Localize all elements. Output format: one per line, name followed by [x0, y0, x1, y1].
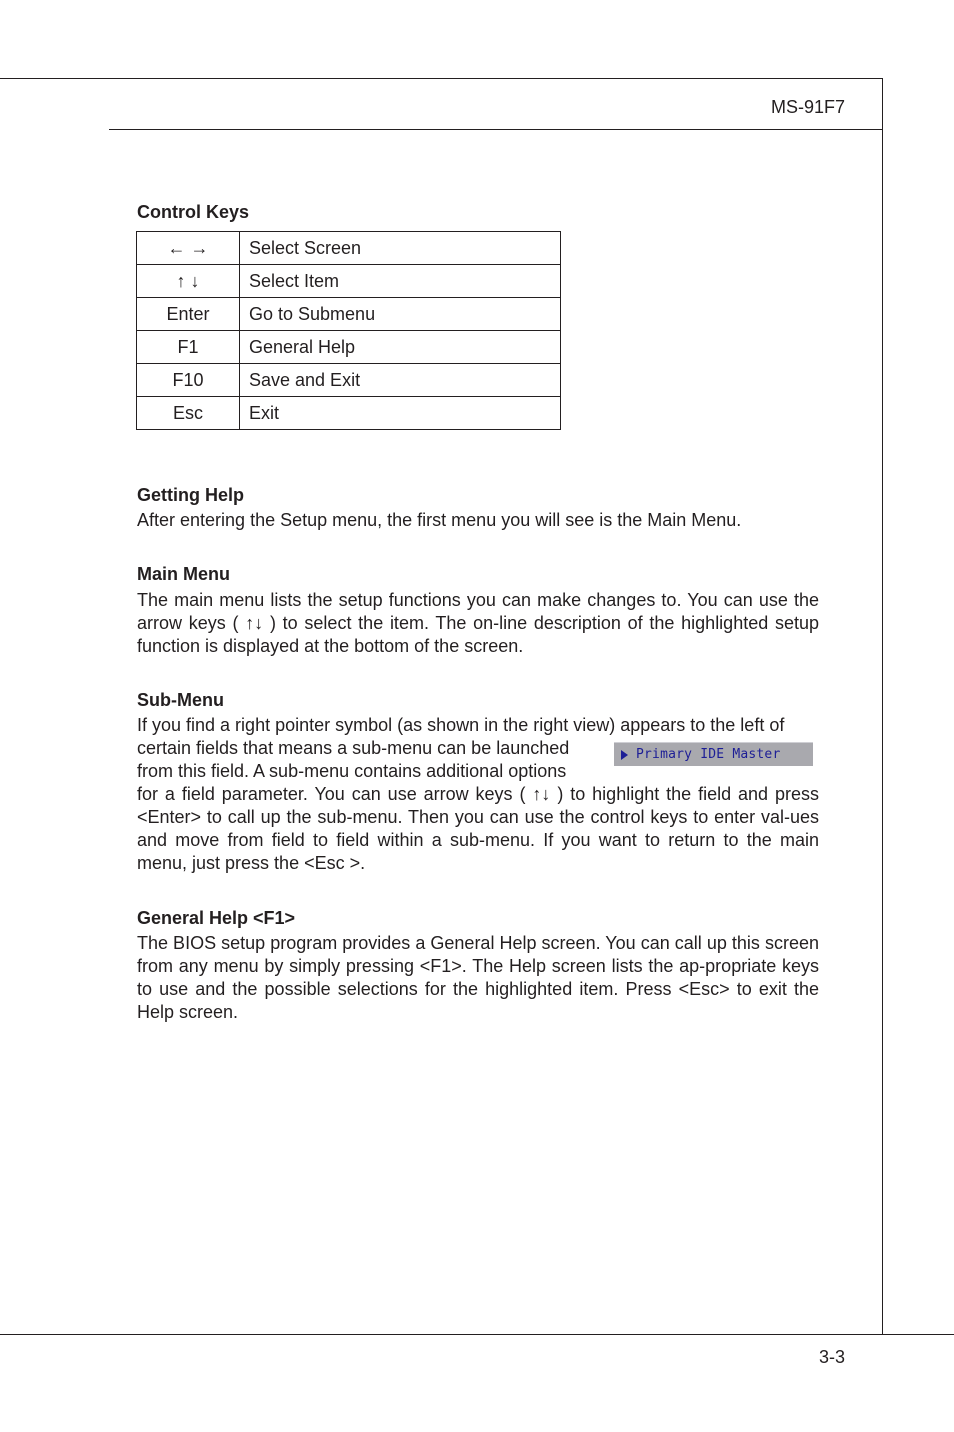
main-menu-heading: Main Menu: [137, 564, 230, 584]
table-row: [137, 265, 561, 298]
description-cell: Exit: [240, 397, 561, 430]
table-row: [137, 364, 561, 397]
description-cell: Select Item: [240, 265, 561, 298]
getting-help-text: After entering the Setup menu, the first menu you will see is the Main Menu.: [137, 510, 742, 530]
bios-submenu-example: [614, 742, 813, 766]
general-help-heading: General Help <F1>: [137, 908, 296, 928]
sub-menu-text-line: certain fields that means a sub-menu can be launched: [137, 738, 570, 758]
key-cell: F1: [137, 331, 240, 364]
key-cell: Enter: [137, 298, 240, 331]
sub-menu-text-line: If you find a right pointer symbol (as shown in the right view) appears to the left of: [137, 715, 785, 735]
key-cell: Esc: [137, 397, 240, 430]
description-cell: Save and Exit: [240, 364, 561, 397]
page-number: 3-3: [818, 1347, 845, 1367]
control-keys-heading: Control Keys: [137, 202, 250, 222]
general-help-text: The BIOS setup program provides a General Help screen. You can call up this screen from any menu by simply pressing <F1>. The Help screen lists the ap-propriate keys to use and the possible selections for the highlighted item. Press <Esc> to exit the Help screen.: [137, 933, 819, 1022]
sub-menu-text-line: from this field. A sub-menu contains additional options: [137, 761, 567, 781]
model-number: MS-91F7: [770, 97, 845, 117]
getting-help-heading: Getting Help: [137, 485, 244, 505]
right-pointer-icon: [621, 750, 628, 760]
right-margin-rule: [882, 78, 883, 1335]
header-bottom-rule: [109, 129, 883, 130]
header-top-rule: [0, 78, 883, 79]
main-menu-text: The main menu lists the setup functions you can make changes to. You can use the arrow keys ( ↑↓ ) to select the item. The on-line description of the highlighted setup function is displayed at the bottom of the screen.: [137, 590, 819, 656]
bios-item-label: Primary IDE Master: [636, 747, 781, 762]
key-cell: ← →: [137, 232, 240, 265]
control-keys-table: [136, 231, 561, 430]
table-row: [137, 397, 561, 430]
key-cell: F10: [137, 364, 240, 397]
table-row: [137, 331, 561, 364]
description-cell: General Help: [240, 331, 561, 364]
key-cell: ↑ ↓: [137, 265, 240, 298]
table-row: [137, 298, 561, 331]
table-row: [137, 232, 561, 265]
description-cell: Go to Submenu: [240, 298, 561, 331]
sub-menu-text-rest: for a field parameter. You can use arrow keys ( ↑↓ ) to highlight the field and press <Enter> to call up the sub-menu. Then you can use the control keys to enter val-ues and move from field to field within a sub-menu. If you want to return to the main menu, just press the <Esc >.: [137, 784, 819, 873]
sub-menu-text: [137, 714, 819, 875]
footer-rule: [0, 1334, 954, 1335]
description-cell: Select Screen: [240, 232, 561, 265]
sub-menu-heading: Sub-Menu: [137, 690, 224, 710]
